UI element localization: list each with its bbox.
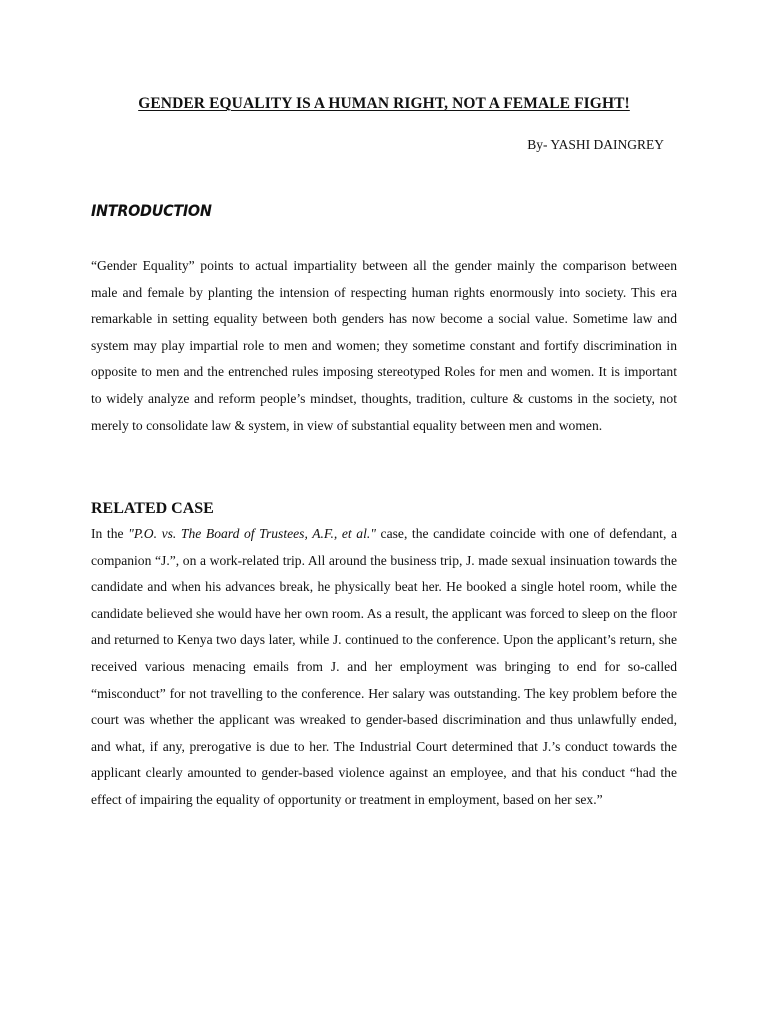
related-case-heading: RELATED CASE: [91, 500, 214, 517]
case-text-after: case, the candidate coincide with one of defendant, a companion “J.”, on a work-related trip. All around the business trip, J. made sexual insinuation towards the candidate and when his advances break, he physically beat her. He booked a single hotel room, while the candidate believed she would have her own room. As a result, the applicant was forced to sleep on the floor and returned to Kenya two days later, while J. continued to the conference. Upon the applicant’s return, she received various menacing emails from J. and her employment was bringing to end for so-called “misconduct” for not travelling to the conference. Her salary was outstanding. The key problem before the court was whether the applicant was wreaked to gender-based discrimination and thus unlawfully ended, and what, if any, prerogative is due to her. The Industrial Court determined that J.’s conduct towards the applicant clearly amounted to gender-based violence against an employee, and that his conduct “had the effect of impairing the equality of opportunity or treatment in employment, based on her sex.”: [91, 526, 677, 807]
case-text-before: In the: [91, 526, 129, 541]
introduction-heading: INTRODUCTION: [91, 201, 212, 220]
author-byline: By- YASHI DAINGREY: [527, 137, 664, 152]
related-case-paragraph: [91, 521, 677, 814]
document-title: GENDER EQUALITY IS A HUMAN RIGHT, NOT A FEMALE FIGHT!: [138, 95, 630, 112]
introduction-paragraph: “Gender Equality” points to actual impartiality between all the gender mainly the comparison between male and female by planting the intension of respecting human rights enormously into society. This era remarkable in setting equality between both genders has now become a social value. Sometime law and system may play impartial role to men and women; they sometime constant and fortify discrimination in opposite to men and the entrenched rules imposing stereotyped Roles for men and women. It is important to widely analyze and reform people’s mindset, thoughts, tradition, culture & customs in the society, not merely to consolidate law & system, in view of substantial equality between men and women.: [91, 258, 677, 433]
case-name: "P.O. vs. The Board of Trustees, A.F., et al.": [128, 526, 376, 541]
